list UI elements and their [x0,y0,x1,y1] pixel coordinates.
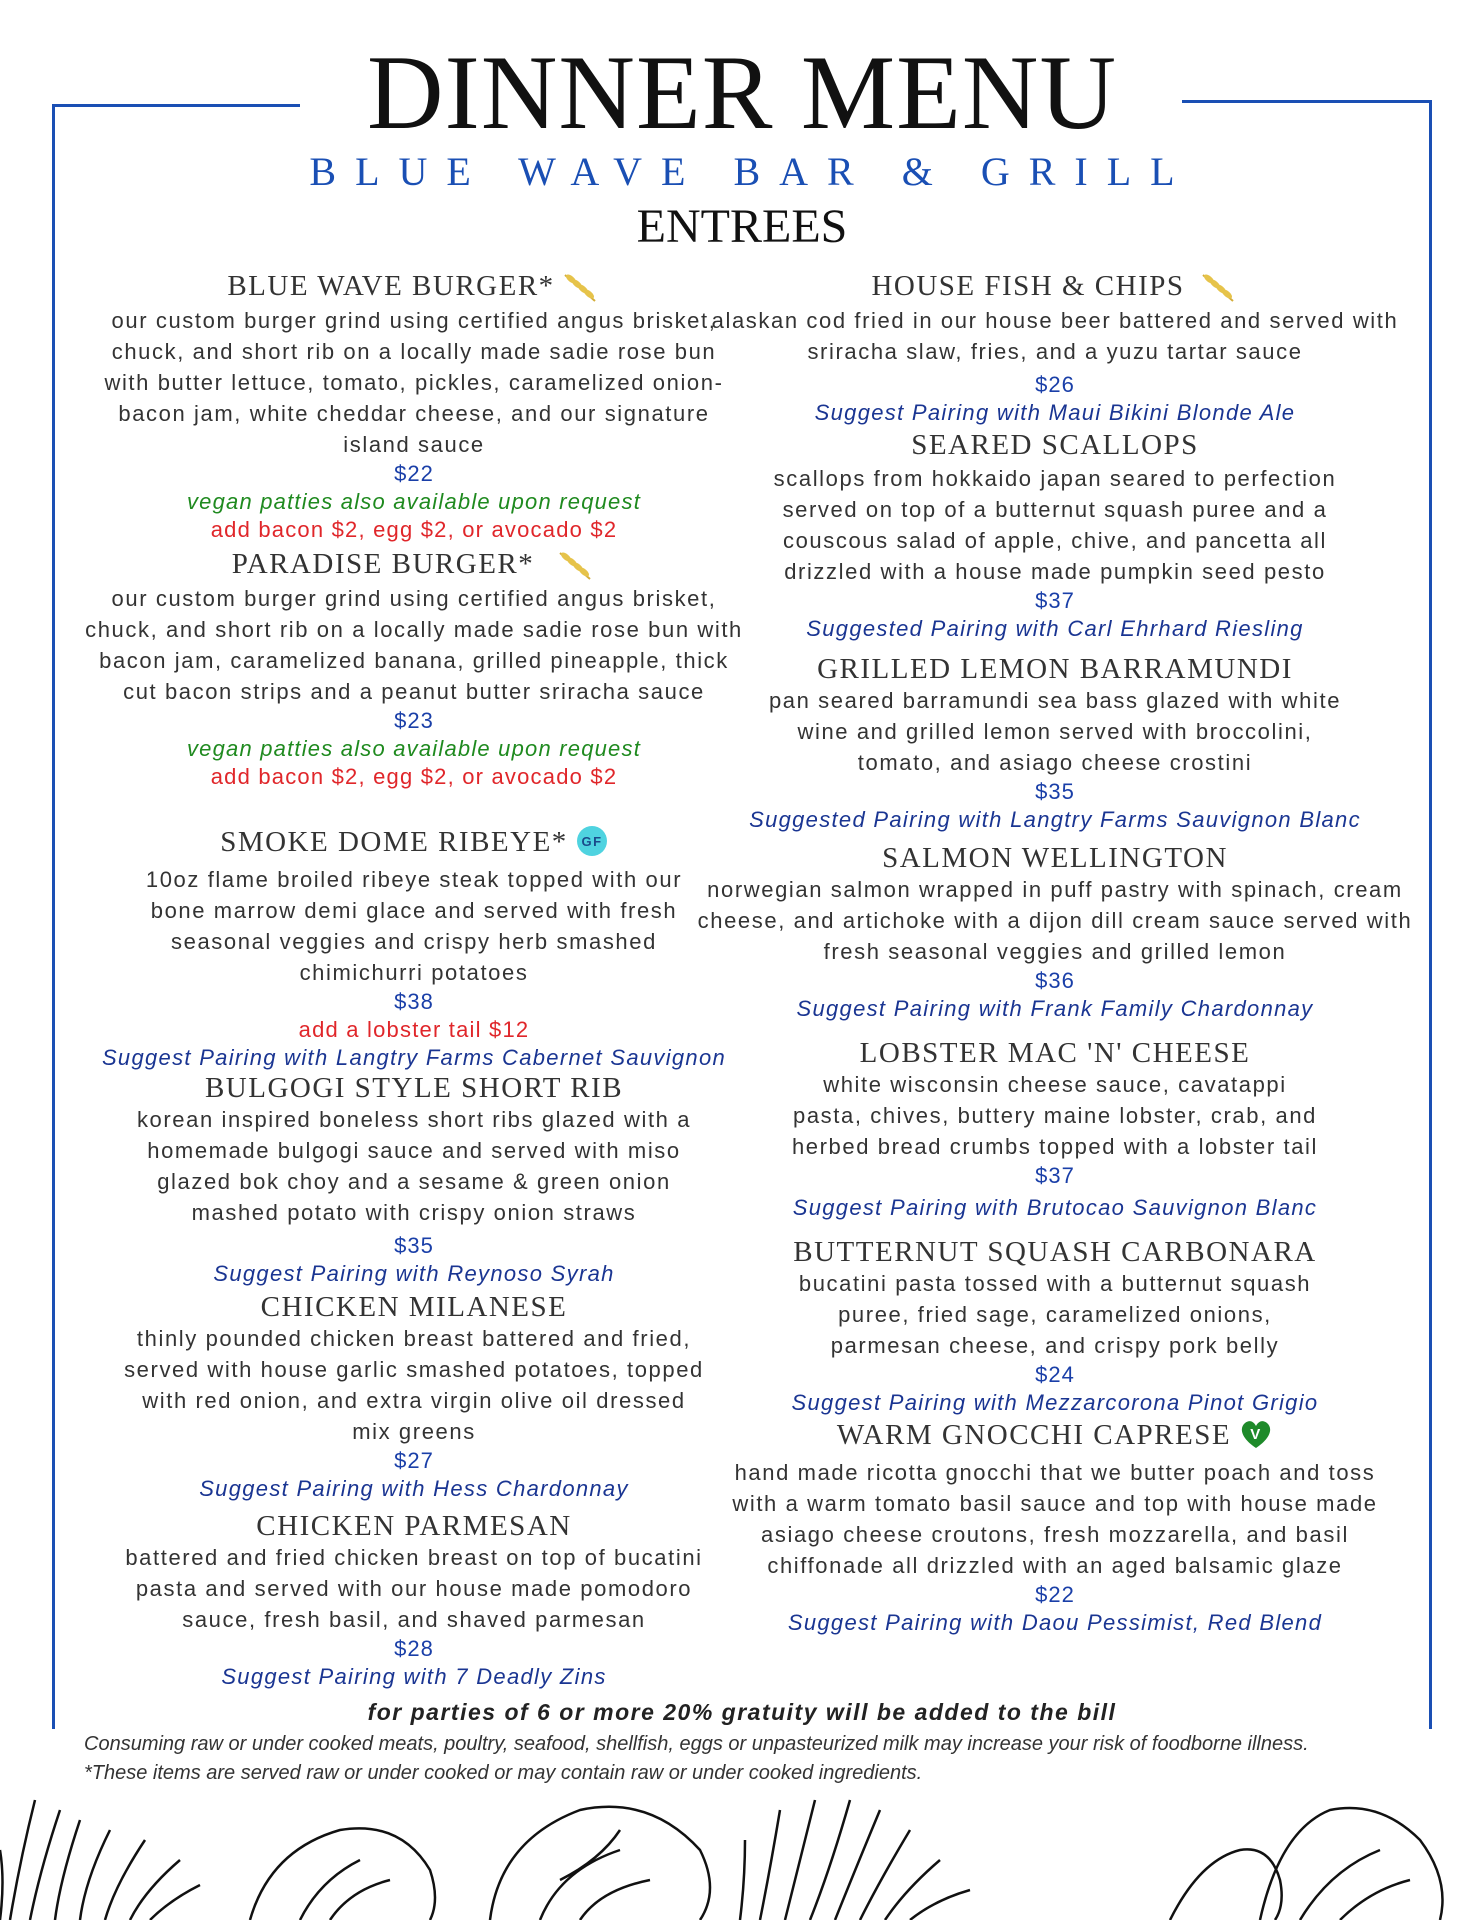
pairing-suggestion: Suggest Pairing with Daou Pessimist, Red Blend [787,1610,1323,1635]
section-heading: ENTREES [636,200,848,253]
vegan-note: vegan patties also available upon request [186,489,642,515]
item-description: thinly pounded chicken breast battered and fried, served with house garlic smashed potatoes, topped with red onion, and extra virgin olive oil dressed mix greens [124,1326,704,1444]
menu-item-lobster-mac-cheese [690,1037,1420,1222]
item-name: SMOKE DOME RIBEYE* [220,826,568,859]
menu-item-grilled-lemon-barramundi [690,653,1420,834]
vegan-note: vegan patties also available upon request [186,736,642,762]
monstera-leaf-right [1170,1808,1443,1920]
item-description: our custom burger grind using certified angus brisket, chuck, and short rib on a locally made sadie rose bun with bacon jam, caramelized banana, grilled pineapple, thick cut bacon strips and a peanut butter sriracha sauce [85,586,743,705]
item-description: norwegian salmon wrapped in puff pastry with spinach, cream cheese, and artichoke with a dijon dill cream sauce served with fresh seasonal veggies and grilled lemon [697,877,1413,964]
item-name: BLUE WAVE BURGER* [227,270,555,302]
item-price: $27 [394,1448,434,1473]
menu-item-blue-wave-burger [82,270,746,544]
item-description: white wisconsin cheese sauce, cavatappi pasta, chives, buttery maine lobster, crab, and herbed bread crumbs topped with a lobster tail [791,1072,1319,1159]
gluten-free-badge [576,825,608,864]
item-price: $37 [1035,588,1075,613]
pairing-suggestion: Suggest Pairing with Langtry Farms Cabernet Sauvignon [101,1045,727,1070]
item-price: $23 [394,708,434,734]
menu-item-chicken-parmesan [82,1510,746,1691]
item-description: alaskan cod fried in our house beer battered and served with sriracha slaw, fries, and a yuzu tartar sauce [711,308,1399,365]
item-description: scallops from hokkaido japan seared to perfection served on top of a butternut squash puree and a couscous salad of apple, chive, and pancetta all drizzled with a house made pumpkin seed pesto [773,466,1337,584]
item-price: $28 [394,1636,434,1661]
pairing-suggestion: Suggested Pairing with Langtry Farms Sauvignon Blanc [749,807,1361,832]
disclaimer-line-1: Consuming raw or under cooked meats, poultry, seafood, shellfish, eggs or unpasteurized milk may increase your risk of foodborne illness. [84,1733,1309,1755]
wheat-icon [561,271,601,305]
menu-item-house-fish-chips [690,270,1420,427]
pairing-suggestion: Suggest Pairing with Mezzarcorona Pinot Grigio [791,1390,1319,1415]
item-name: WARM GNOCCHI CAPRESE [836,1419,1232,1452]
item-name: SALMON WELLINGTON [882,842,1228,874]
menu-item-bulgogi-short-rib [82,1072,746,1288]
item-name: PARADISE BURGER* [231,548,535,580]
item-description: our custom burger grind using certified angus brisket, chuck, and short rib on a locally made sadie rose bun with butter lettuce, tomato, pickles, caramelized onion-bacon jam, white cheddar cheese, and our signature island sauce [104,308,724,458]
palm-frond-left [0,1800,200,1920]
wheat-icon [556,549,596,583]
pairing-suggestion: Suggested Pairing with Carl Ehrhard Riesling [806,616,1304,641]
menu-item-paradise-burger [82,548,746,791]
pairing-suggestion: Suggest Pairing with 7 Deadly Zins [221,1664,607,1689]
item-price: $24 [1035,1362,1075,1387]
addon-note: add a lobster tail $12 [298,1017,530,1042]
menu-item-warm-gnocchi-caprese [690,1418,1420,1637]
menu-item-smoke-dome-ribeye [82,825,746,1072]
disclaimer-line-2: *These items are served raw or under cooked or may contain raw or under cooked ingredients. [84,1762,923,1784]
item-price: $22 [1035,1582,1075,1607]
pairing-suggestion: Suggest Pairing with Hess Chardonnay [199,1476,629,1501]
item-description: korean inspired boneless short ribs glazed with a homemade bulgogi sauce and served with miso glazed bok choy and a sesame & green onion mashed potato with crispy onion straws [136,1107,692,1225]
item-description: bucatini pasta tossed with a butternut squash puree, fried sage, caramelized onions, parmesan cheese, and crispy pork belly [798,1271,1312,1358]
health-disclaimer [84,1730,1424,1788]
item-price: $26 [1035,372,1075,398]
item-description: 10oz flame broiled ribeye steak topped with our bone marrow demi glace and served with fresh seasonal veggies and crispy herb smashed chimichurri potatoes [145,867,683,985]
item-name: GRILLED LEMON BARRAMUNDI [817,653,1293,685]
menu-item-seared-scallops [690,429,1420,643]
item-price: $36 [1035,968,1075,993]
item-name: BUTTERNUT SQUASH CARBONARA [793,1236,1317,1268]
monstera-leaf-left [250,1828,435,1920]
palm-frond-center [740,1800,970,1920]
vegetarian-badge [1239,1418,1273,1457]
item-name: BULGOGI STYLE SHORT RIB [204,1072,624,1104]
gratuity-notice: for parties of 6 or more 20% gratuity will be added to the bill [367,1699,1117,1725]
pairing-suggestion: Suggest Pairing with Reynoso Syrah [213,1261,615,1286]
addon-note: add bacon $2, egg $2, or avocado $2 [210,517,618,543]
restaurant-name: BLUE WAVE BAR & GRILL [309,149,1194,194]
pairing-suggestion: Suggest Pairing with Brutocao Sauvignon Blanc [792,1195,1318,1220]
item-price: $22 [394,461,434,487]
menu-item-butternut-squash-carbonara [690,1236,1420,1417]
monstera-leaf-center [490,1807,710,1920]
v-badge-text: V [1250,1426,1262,1443]
menu-item-chicken-milanese [82,1291,746,1503]
item-description: hand made ricotta gnocchi that we butter poach and toss with a warm tomato basil sauce and top with house made asiago cheese croutons, fresh mozzarella, and basil chiffonade all drizzled with an aged balsamic glaze [732,1460,1378,1578]
item-name: CHICKEN MILANESE [260,1291,568,1323]
item-price: $37 [1035,1163,1075,1188]
addon-note: add bacon $2, egg $2, or avocado $2 [210,764,618,790]
gf-badge-text: GF [581,834,603,849]
item-name: SEARED SCALLOPS [911,429,1199,461]
item-name: HOUSE FISH & CHIPS [871,270,1185,302]
item-description: pan seared barramundi sea bass glazed with white wine and grilled lemon served with broccolini, tomato, and asiago cheese crostini [768,688,1342,775]
item-price: $35 [1035,779,1075,804]
menu-item-salmon-wellington [690,842,1420,1023]
pairing-suggestion: Suggest Pairing with Frank Family Chardonnay [796,996,1314,1021]
item-price: $35 [394,1233,434,1258]
item-price: $38 [394,989,434,1014]
pairing-suggestion: Suggest Pairing with Maui Bikini Blonde Ale [814,400,1296,426]
item-description: battered and fried chicken breast on top of bucatini pasta and served with our house made pomodoro sauce, fresh basil, and shaved parmesan [125,1545,703,1632]
tropical-leaves-decoration [0,1790,1484,1920]
item-name: LOBSTER MAC 'N' CHEESE [859,1037,1251,1069]
page-title: DINNER MENU [367,34,1117,151]
wheat-icon [1199,271,1239,305]
item-name: CHICKEN PARMESAN [256,1510,572,1542]
